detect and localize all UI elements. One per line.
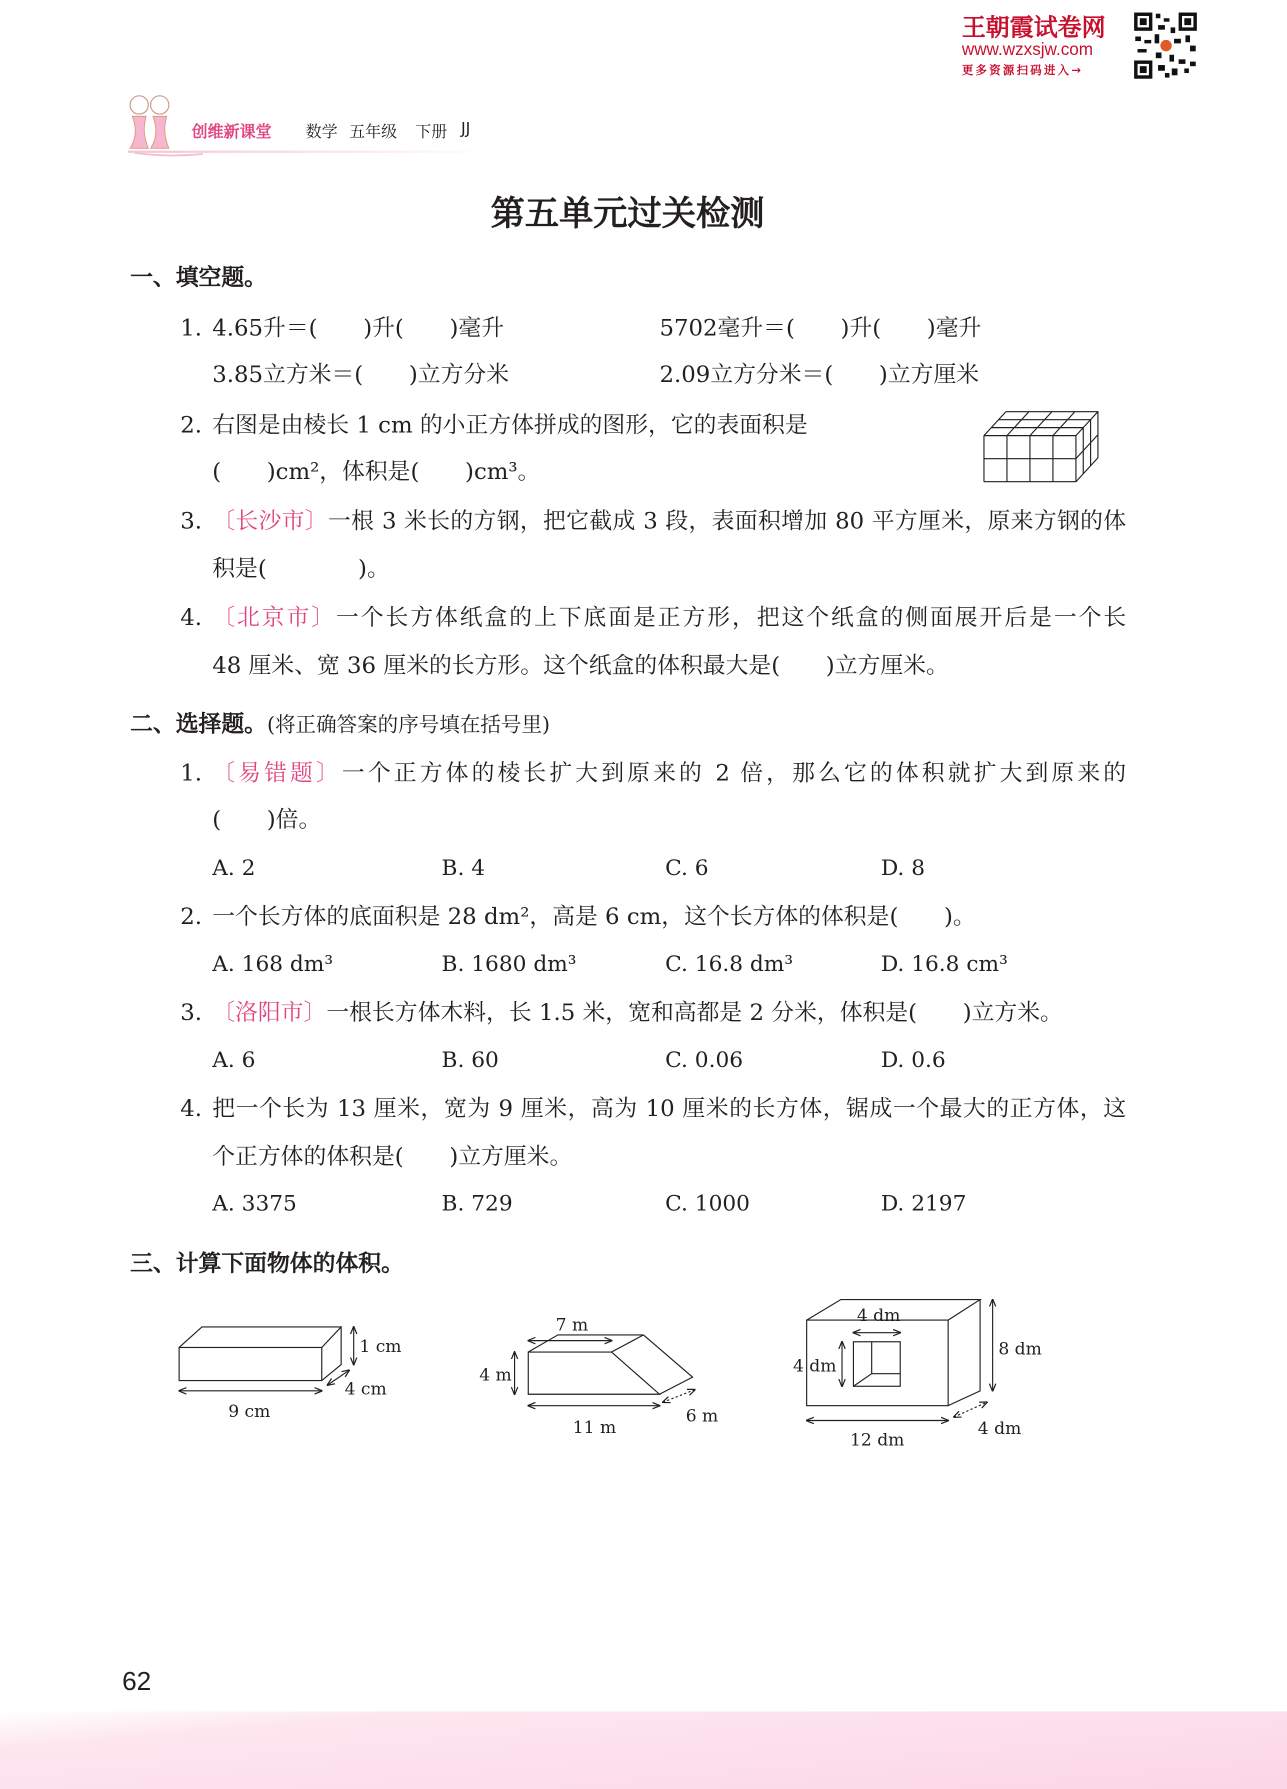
q4-line2: 48 厘米、宽 36 厘米的长方形。这个纸盒的体积最大是( )立方厘米。 <box>212 651 949 679</box>
mc1-line1 <box>212 759 1126 786</box>
brand-url[interactable]: www.wzxsjw.com <box>961 39 1094 60</box>
q-number: 4. <box>180 603 203 631</box>
option-a[interactable]: A. 3375 <box>212 1191 297 1217</box>
grade: 五年级 <box>349 123 398 142</box>
fig2-depth-label: 6 m <box>685 1406 719 1427</box>
page-title: 第五单元过关检测 <box>490 193 765 234</box>
section2-title: 二、选择题。 <box>130 709 267 738</box>
option-c[interactable]: C. 6 <box>665 855 709 881</box>
q3-text: 一根 3 米长的方钢，把它截成 3 段，表面积增加 80 平方厘米，原来方钢的体 <box>328 506 1127 534</box>
fig3-hole-height-label: 4 dm <box>792 1356 837 1377</box>
fig3-length-label: 12 dm <box>850 1430 905 1451</box>
series-name: 创维新课堂 <box>191 123 272 142</box>
section3-heading: 三、计算下面物体的体积。 <box>130 1249 404 1277</box>
source-tag: 〔易错题〕 <box>212 758 342 787</box>
q-number: 1. <box>180 313 203 342</box>
q-number: 2. <box>180 902 203 930</box>
option-b[interactable]: B. 4 <box>441 855 486 881</box>
brand-promo: 更多资源扫码进入→ <box>961 65 1084 78</box>
mc1-line2: ( )倍。 <box>212 805 322 833</box>
subject: 数学 <box>305 123 338 142</box>
fig1-height-label: 1 cm <box>359 1337 402 1358</box>
section2-heading <box>130 710 550 740</box>
q-number: 2. <box>180 410 203 439</box>
option-b[interactable]: B. 60 <box>441 1047 499 1073</box>
fig2-height-label: 4 m <box>479 1365 512 1386</box>
mc3-text: 一根长方体木料，长 1.5 米，宽和高都是 2 分米，体积是( )立方米。 <box>326 998 1063 1026</box>
option-d[interactable]: D. 0.6 <box>880 1047 946 1073</box>
volume: 下册 <box>415 123 448 142</box>
hollow-cuboid-figure <box>807 1300 993 1421</box>
mc4-line1: 把一个长为 13 厘米，宽为 9 厘米，高为 10 厘米的长方体，锯成一个最大的正方体，这 <box>212 1094 1127 1122</box>
option-d[interactable]: D. 8 <box>880 855 926 881</box>
mc3-line1 <box>212 998 1063 1025</box>
edition: JJ <box>460 119 471 139</box>
section1-heading: 一、填空题。 <box>130 263 267 291</box>
fig1-length-label: 9 cm <box>228 1402 271 1423</box>
cube-stack-figure <box>970 399 1118 496</box>
q3-line2: 积是( )。 <box>212 554 390 582</box>
brand-logo: 王朝霞试卷网 <box>961 13 1106 42</box>
mc4-line2: 个正方体的体积是( )立方厘米。 <box>212 1142 573 1170</box>
fig2-bottom-label: 11 m <box>572 1418 617 1439</box>
trapezoid-prism-figure <box>515 1335 695 1406</box>
option-b[interactable]: B. 1680 dm³ <box>441 951 577 977</box>
fig1-width-label: 4 cm <box>344 1379 387 1400</box>
q2-line1: 右图是由棱长 1 cm 的小正方体拼成的图形，它的表面积是 <box>212 410 808 439</box>
cuboid-figure <box>179 1327 354 1391</box>
option-d[interactable]: D. 2197 <box>880 1191 967 1217</box>
option-a[interactable]: A. 168 dm³ <box>212 951 334 977</box>
q-number: 1. <box>180 758 203 787</box>
option-a[interactable]: A. 2 <box>212 855 256 881</box>
q-number: 4. <box>180 1094 203 1122</box>
q1-part-a: 4.65升＝( )升( )毫升 <box>212 313 505 342</box>
qr-code-icon[interactable] <box>1133 11 1198 79</box>
option-c[interactable]: C. 1000 <box>665 1191 750 1217</box>
option-a[interactable]: A. 6 <box>212 1047 256 1073</box>
q2-line2: ( )cm²，体积是( )cm³。 <box>212 457 541 485</box>
source-tag: 〔洛阳市〕 <box>212 998 327 1026</box>
q1-part-b: 5702毫升＝( )升( )毫升 <box>659 313 982 342</box>
q4-line1 <box>212 604 1126 631</box>
mc2-line1: 一个长方体的底面积是 28 dm²，高是 6 cm，这个长方体的体积是( )。 <box>212 902 976 930</box>
footer-band <box>0 1711 1287 1789</box>
cube-grid-lines <box>984 412 1098 482</box>
fig3-hole-width-label: 4 dm <box>856 1306 901 1327</box>
mc1-text: 一个正方体的棱长扩大到原来的 2 倍，那么它的体积就扩大到原来的 <box>341 758 1127 787</box>
q-number: 3. <box>180 506 203 534</box>
fig2-top-label: 7 m <box>555 1315 589 1336</box>
fig3-height-label: 8 dm <box>998 1339 1042 1360</box>
option-d[interactable]: D. 16.8 cm³ <box>880 951 1008 977</box>
q1-part-d: 2.09立方分米＝( )立方厘米 <box>659 360 980 388</box>
page-number: 62 <box>122 1665 152 1696</box>
option-c[interactable]: C. 0.06 <box>665 1047 744 1073</box>
q1-part-c: 3.85立方米＝( )立方分米 <box>212 360 510 388</box>
header-rule <box>128 151 493 153</box>
q-number: 3. <box>180 998 203 1026</box>
source-tag: 〔北京市〕 <box>212 603 336 631</box>
option-c[interactable]: C. 16.8 dm³ <box>665 951 794 977</box>
source-tag: 〔长沙市〕 <box>212 506 329 534</box>
option-b[interactable]: B. 729 <box>441 1191 513 1217</box>
q3-line1 <box>212 507 1126 534</box>
q4-text: 一个长方体纸盒的上下底面是正方形，把这个纸盒的侧面展开后是一个长 <box>335 603 1127 631</box>
fig3-depth-label: 4 dm <box>977 1419 1022 1440</box>
section2-note: (将正确答案的序号填在括号里) <box>266 713 550 738</box>
